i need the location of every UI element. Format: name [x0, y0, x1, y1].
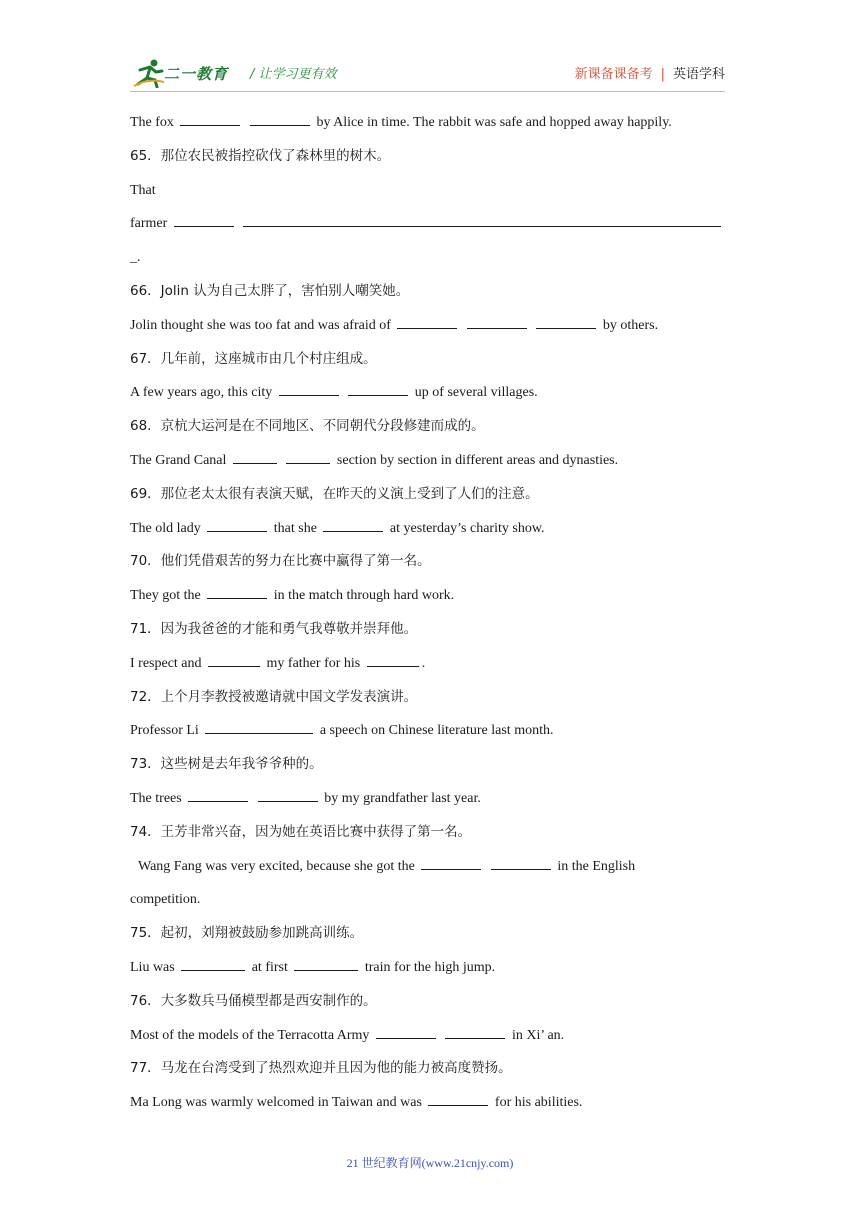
answer-blank[interactable] [536, 314, 596, 329]
course-tag: 新课备课备考 [574, 67, 653, 82]
slogan: / 让学习更有效 [250, 67, 337, 82]
question-66-sentence [130, 309, 725, 343]
answer-blank[interactable] [294, 956, 358, 971]
question-69-sentence [130, 512, 725, 546]
sentence-text: The trees [130, 790, 182, 806]
sentence-text: The fox [130, 115, 174, 130]
answer-blank[interactable] [205, 719, 313, 734]
question-67-sentence [130, 376, 725, 410]
answer-blank[interactable] [174, 212, 234, 227]
sentence-text: The old lady [130, 520, 201, 536]
answer-blank[interactable] [181, 956, 245, 971]
answer-blank[interactable] [428, 1091, 488, 1106]
question-76-sentence [130, 1019, 725, 1053]
sentence-text: a speech on Chinese literature last month. [319, 723, 554, 739]
page-header [130, 56, 725, 90]
question-72-sentence [130, 714, 725, 748]
sentence-text: by Alice in time. The rabbit was safe and hopped away happily. [316, 115, 672, 130]
answer-blank[interactable] [286, 449, 330, 464]
sentence-text: that she [273, 520, 317, 536]
header-divider [130, 91, 725, 92]
page-footer[interactable]: 21 世纪教育网(www.21cnjy.com) [346, 1156, 514, 1170]
question-68-sentence [130, 444, 725, 478]
answer-blank[interactable] [467, 314, 527, 329]
question-75-sentence [130, 951, 725, 985]
exercise-content [130, 106, 725, 1120]
sentence-text: Wang Fang was very excited, because she got the [138, 858, 415, 874]
question-74-prompt: 74．王芳非常兴奋，因为她在英语比赛中获得了第一名。 [130, 823, 472, 840]
header-separator: | [660, 67, 665, 82]
answer-blank[interactable] [250, 111, 310, 126]
answer-blank[interactable] [258, 787, 318, 802]
sentence-text: They got the [130, 588, 201, 604]
question-72-prompt: 72．上个月李教授被邀请就中国文学发表演讲。 [130, 688, 418, 705]
answer-blank[interactable] [376, 1024, 436, 1039]
sentence-text: train for the high jump. [364, 959, 496, 975]
sentence-text: my father for his [266, 655, 361, 671]
logo [130, 56, 240, 90]
question-75-prompt: 75．起初，刘翔被鼓励参加跳高训练。 [130, 925, 364, 942]
question-68-prompt: 68．京杭大运河是在不同地区、不同朝代分段修建而成的。 [130, 418, 485, 435]
answer-blank[interactable] [421, 855, 481, 870]
subject-tag: 英语学科 [672, 67, 725, 82]
question-65-line1: That [130, 182, 156, 198]
sentence-text: in Xi’ an. [511, 1027, 565, 1043]
answer-blank[interactable] [323, 517, 383, 532]
answer-blank[interactable] [207, 517, 267, 532]
answer-blank[interactable] [279, 381, 339, 396]
answer-blank[interactable] [348, 381, 408, 396]
question-73-sentence [130, 782, 725, 816]
sentence-text: for his abilities. [494, 1095, 583, 1111]
answer-blank[interactable] [491, 855, 551, 870]
answer-blank[interactable] [180, 111, 240, 126]
exercise-line [130, 106, 725, 140]
answer-blank[interactable] [188, 787, 248, 802]
question-74-line2: competition. [130, 892, 201, 908]
sentence-text: A few years ago, this city [130, 385, 273, 401]
answer-blank[interactable] [445, 1024, 505, 1039]
sentence-text: at yesterday’s charity show. [389, 520, 545, 536]
answer-blank[interactable] [367, 652, 419, 667]
question-77-prompt: 77．马龙在台湾受到了热烈欢迎并且因为他的能力被高度赞扬。 [130, 1060, 512, 1077]
sentence-text: by my grandfather last year. [324, 790, 481, 806]
question-66-prompt: 66．Jolin 认为自己太胖了，害怕别人嘲笑她。 [130, 282, 410, 299]
sentence-text: The Grand Canal [130, 452, 227, 468]
sentence-text: Professor Li [130, 723, 199, 739]
question-67-prompt: 67．几年前，这座城市由几个村庄组成。 [130, 350, 377, 367]
sentence-text: by others. [602, 317, 659, 333]
answer-blank[interactable] [207, 584, 267, 599]
question-70-sentence [130, 579, 725, 613]
sentence-text: in the match through hard work. [273, 588, 455, 604]
sentence-text: section by section in different areas and dynasties. [336, 452, 619, 468]
sentence-text: Jolin thought she was too fat and was afraid of [130, 317, 391, 333]
question-65-end: _. [130, 250, 141, 266]
sentence-text: Liu was [130, 959, 175, 975]
answer-blank[interactable] [243, 212, 721, 227]
answer-blank[interactable] [233, 449, 277, 464]
question-65-line2 [130, 207, 725, 241]
question-71-sentence [130, 647, 725, 681]
question-77-sentence [130, 1086, 725, 1120]
sentence-text: in the English [557, 858, 636, 874]
sentence-text: up of several villages. [414, 385, 538, 401]
question-69-prompt: 69．那位老太太很有表演天赋，在昨天的义演上受到了人们的注意。 [130, 485, 539, 502]
header-tags [575, 63, 725, 82]
sentence-text: Most of the models of the Terracotta Army [130, 1027, 370, 1043]
runner-logo-icon [132, 58, 166, 88]
question-70-prompt: 70．他们凭借艰苦的努力在比赛中赢得了第一名。 [130, 553, 431, 570]
answer-blank[interactable] [208, 652, 260, 667]
sentence-text: farmer [130, 216, 168, 232]
sentence-text: . [421, 655, 426, 671]
logo-text: 二一教育 [164, 65, 229, 83]
question-73-prompt: 73．这些树是去年我爷爷种的。 [130, 756, 323, 773]
sentence-text: Ma Long was warmly welcomed in Taiwan and was [130, 1095, 422, 1111]
sentence-text: at first [251, 959, 288, 975]
answer-blank[interactable] [397, 314, 457, 329]
question-76-prompt: 76．大多数兵马俑模型都是西安制作的。 [130, 992, 377, 1009]
question-65-prompt: 65．那位农民被指控砍伐了森林里的树木。 [130, 147, 391, 164]
question-74-sentence [130, 850, 725, 884]
question-71-prompt: 71．因为我爸爸的才能和勇气我尊敬并崇拜他。 [130, 620, 418, 637]
sentence-text: I respect and [130, 655, 202, 671]
